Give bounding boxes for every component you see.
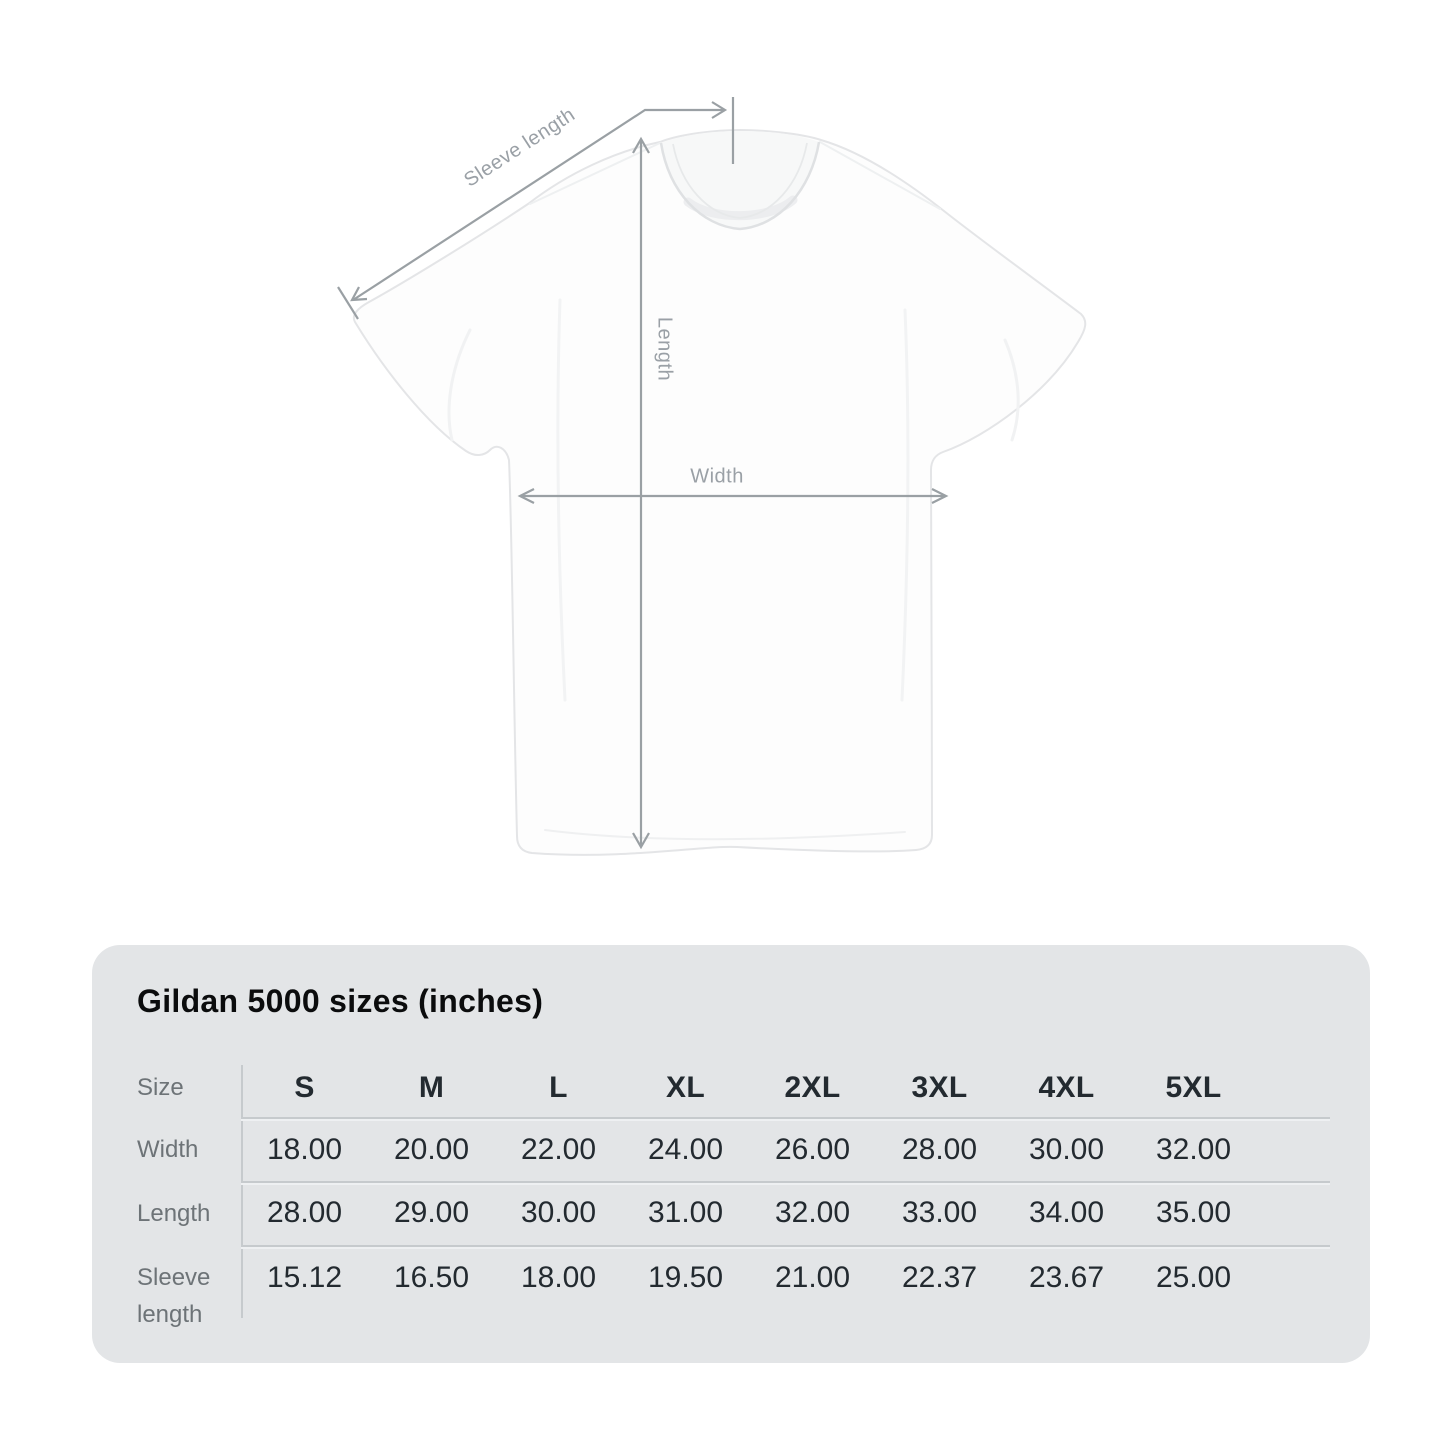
- width-m: 20.00: [393, 1132, 470, 1166]
- corner-label: Size: [137, 1074, 184, 1101]
- col-header-5xl: 5XL: [1165, 1070, 1222, 1104]
- col-header-s: S: [294, 1070, 315, 1104]
- width-s: 18.00: [266, 1132, 343, 1166]
- col-header-m: M: [418, 1070, 445, 1104]
- sleeve-5xl: 25.00: [1155, 1261, 1232, 1294]
- sleeve-s: 15.12: [266, 1261, 343, 1294]
- sizes-table: [137, 1057, 1257, 1350]
- sleeve-m: 16.50: [393, 1261, 470, 1294]
- width-label: Width: [690, 465, 744, 488]
- length-5xl: 35.00: [1155, 1196, 1232, 1229]
- row-label-length: Length: [137, 1199, 211, 1227]
- sleeve-l: 18.00: [520, 1261, 597, 1294]
- width-5xl: 32.00: [1155, 1132, 1232, 1166]
- size-chart-panel: [92, 945, 1370, 1363]
- col-header-xl: XL: [666, 1070, 705, 1104]
- sleeve-2xl: 21.00: [774, 1261, 851, 1294]
- sleeve-length-label: Sleeve length: [460, 103, 580, 192]
- size-chart-title: Gildan 5000 sizes (inches): [137, 983, 544, 1019]
- width-l: 22.00: [520, 1132, 597, 1166]
- length-label: Length: [653, 316, 676, 382]
- length-s: 28.00: [266, 1196, 343, 1229]
- width-xl: 24.00: [647, 1132, 724, 1166]
- sleeve-4xl: 23.67: [1028, 1261, 1105, 1294]
- width-4xl: 30.00: [1028, 1132, 1105, 1166]
- width-3xl: 28.00: [901, 1132, 978, 1166]
- sleeve-3xl: 22.37: [901, 1261, 978, 1294]
- sleeve-end-tick: [338, 287, 358, 319]
- length-3xl: 33.00: [901, 1196, 978, 1229]
- row-label-sleeve-length: Sleeve length: [137, 1264, 211, 1328]
- col-header-2xl: 2XL: [784, 1070, 841, 1104]
- col-header-l: L: [549, 1070, 568, 1104]
- sleeve-xl: 19.50: [647, 1261, 724, 1294]
- width-2xl: 26.00: [774, 1132, 851, 1166]
- length-xl: 31.00: [647, 1196, 724, 1229]
- length-l: 30.00: [520, 1196, 597, 1229]
- length-m: 29.00: [393, 1196, 470, 1229]
- col-header-4xl: 4XL: [1038, 1070, 1095, 1104]
- col-header-3xl: 3XL: [911, 1070, 968, 1104]
- length-4xl: 34.00: [1028, 1196, 1105, 1229]
- length-2xl: 32.00: [774, 1196, 851, 1229]
- tshirt-body: [354, 130, 1085, 855]
- row-label-width: Width: [137, 1136, 199, 1163]
